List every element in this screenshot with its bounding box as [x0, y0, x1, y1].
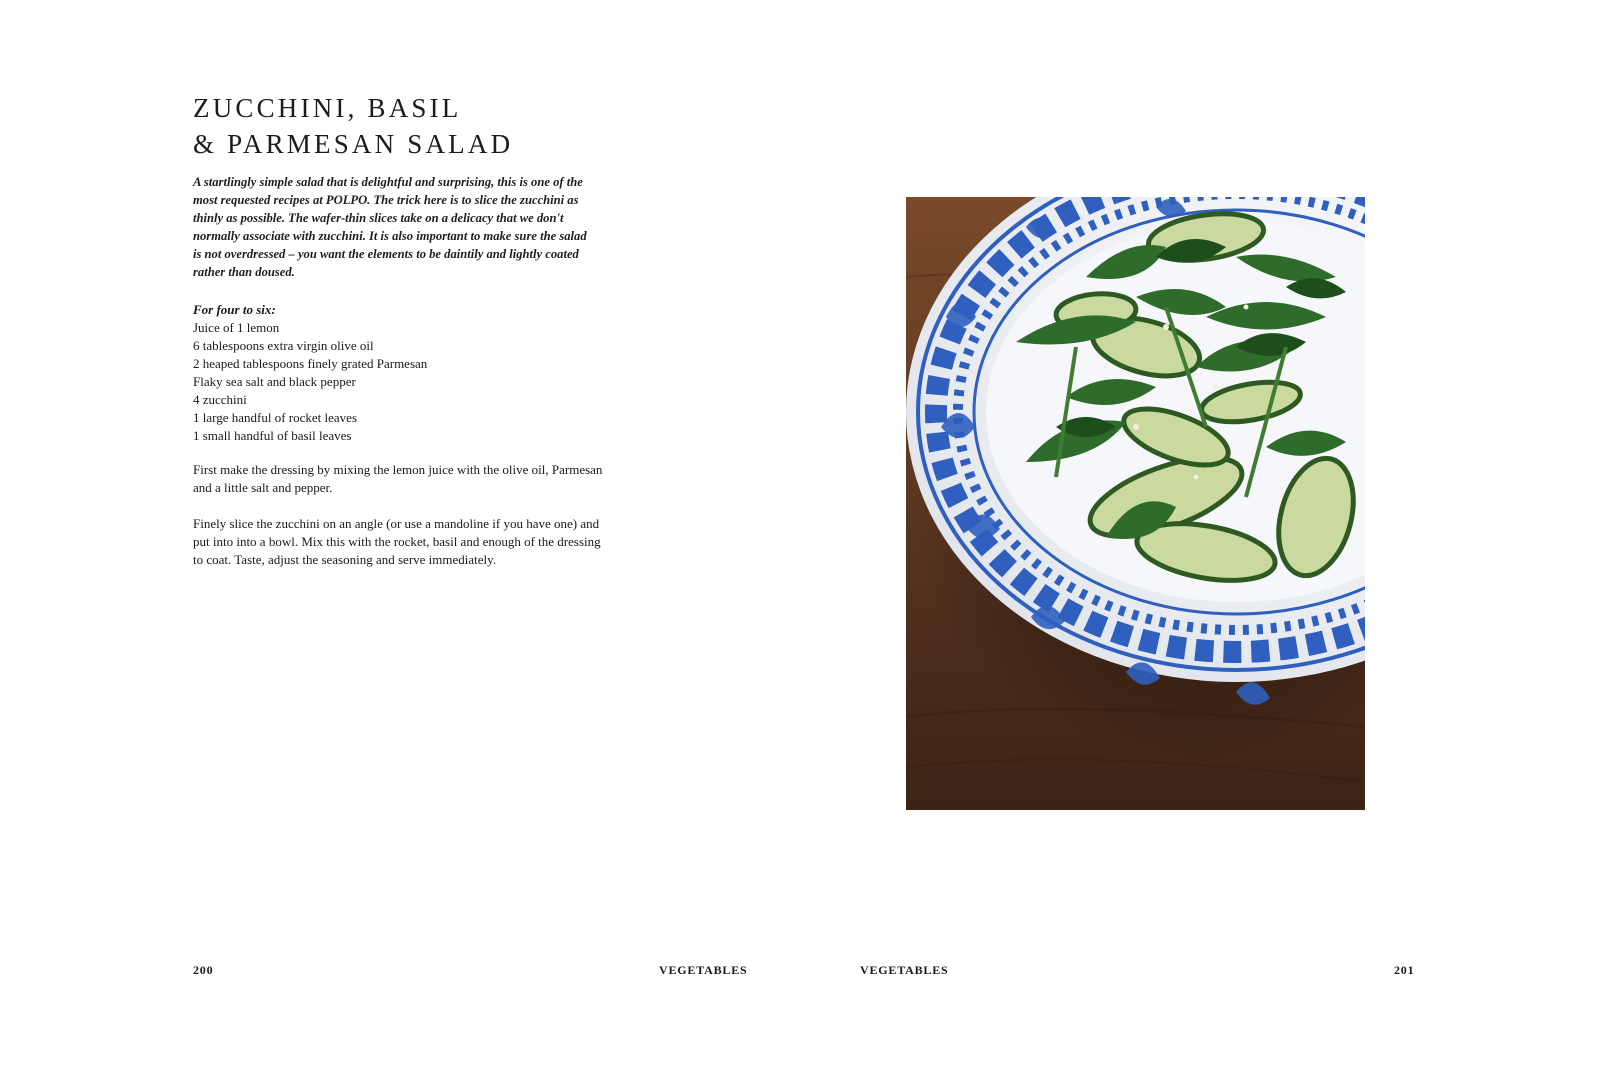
ingredient-item: 2 heaped tablespoons finely grated Parmesan — [193, 356, 428, 371]
ingredient-item: Flaky sea salt and black pepper — [193, 374, 356, 389]
recipe-title-line-1: ZUCCHINI, BASIL — [193, 93, 462, 123]
ingredients-section — [193, 301, 613, 445]
recipe-title-line-2: & PARMESAN SALAD — [193, 129, 514, 159]
recipe-title — [193, 90, 613, 162]
recipe-intro: A startlingly simple salad that is delightful and surprising, this is one of the most requested recipes at POLPO. The trick here is to slice the zucchini as thinly as possible. The wafer-thin slices take on a delicacy that we don't normally associate with zucchini. It is also important to make sure the salad is not overdressed – you want the elements to be daintily and lightly coated rather than doused. — [193, 175, 587, 279]
servings-heading: For four to six: — [193, 302, 276, 317]
right-page-number: 201 — [1394, 963, 1415, 977]
method-section — [193, 461, 613, 587]
method-step: First make the dressing by mixing the lemon juice with the olive oil, Parmesan and a little salt and pepper. — [193, 462, 603, 495]
ingredient-list — [193, 319, 613, 445]
salad-photo-illustration — [906, 197, 1365, 810]
ingredient-item: Juice of 1 lemon — [193, 320, 280, 335]
left-running-footer: VEGETABLES — [659, 963, 748, 977]
right-running-footer: VEGETABLES — [860, 963, 949, 977]
left-page-number: 200 — [193, 963, 214, 977]
ingredient-item: 1 small handful of basil leaves — [193, 428, 352, 443]
ingredient-item: 1 large handful of rocket leaves — [193, 410, 357, 425]
ingredient-item: 6 tablespoons extra virgin olive oil — [193, 338, 374, 353]
ingredient-item: 4 zucchini — [193, 392, 247, 407]
salad-photo — [906, 197, 1365, 810]
method-step: Finely slice the zucchini on an angle (or use a mandoline if you have one) and put into into a bowl. Mix this with the rocket, basil and enough of the dressing to coat. Taste, adjust the seasoning and serve immediately. — [193, 516, 601, 567]
